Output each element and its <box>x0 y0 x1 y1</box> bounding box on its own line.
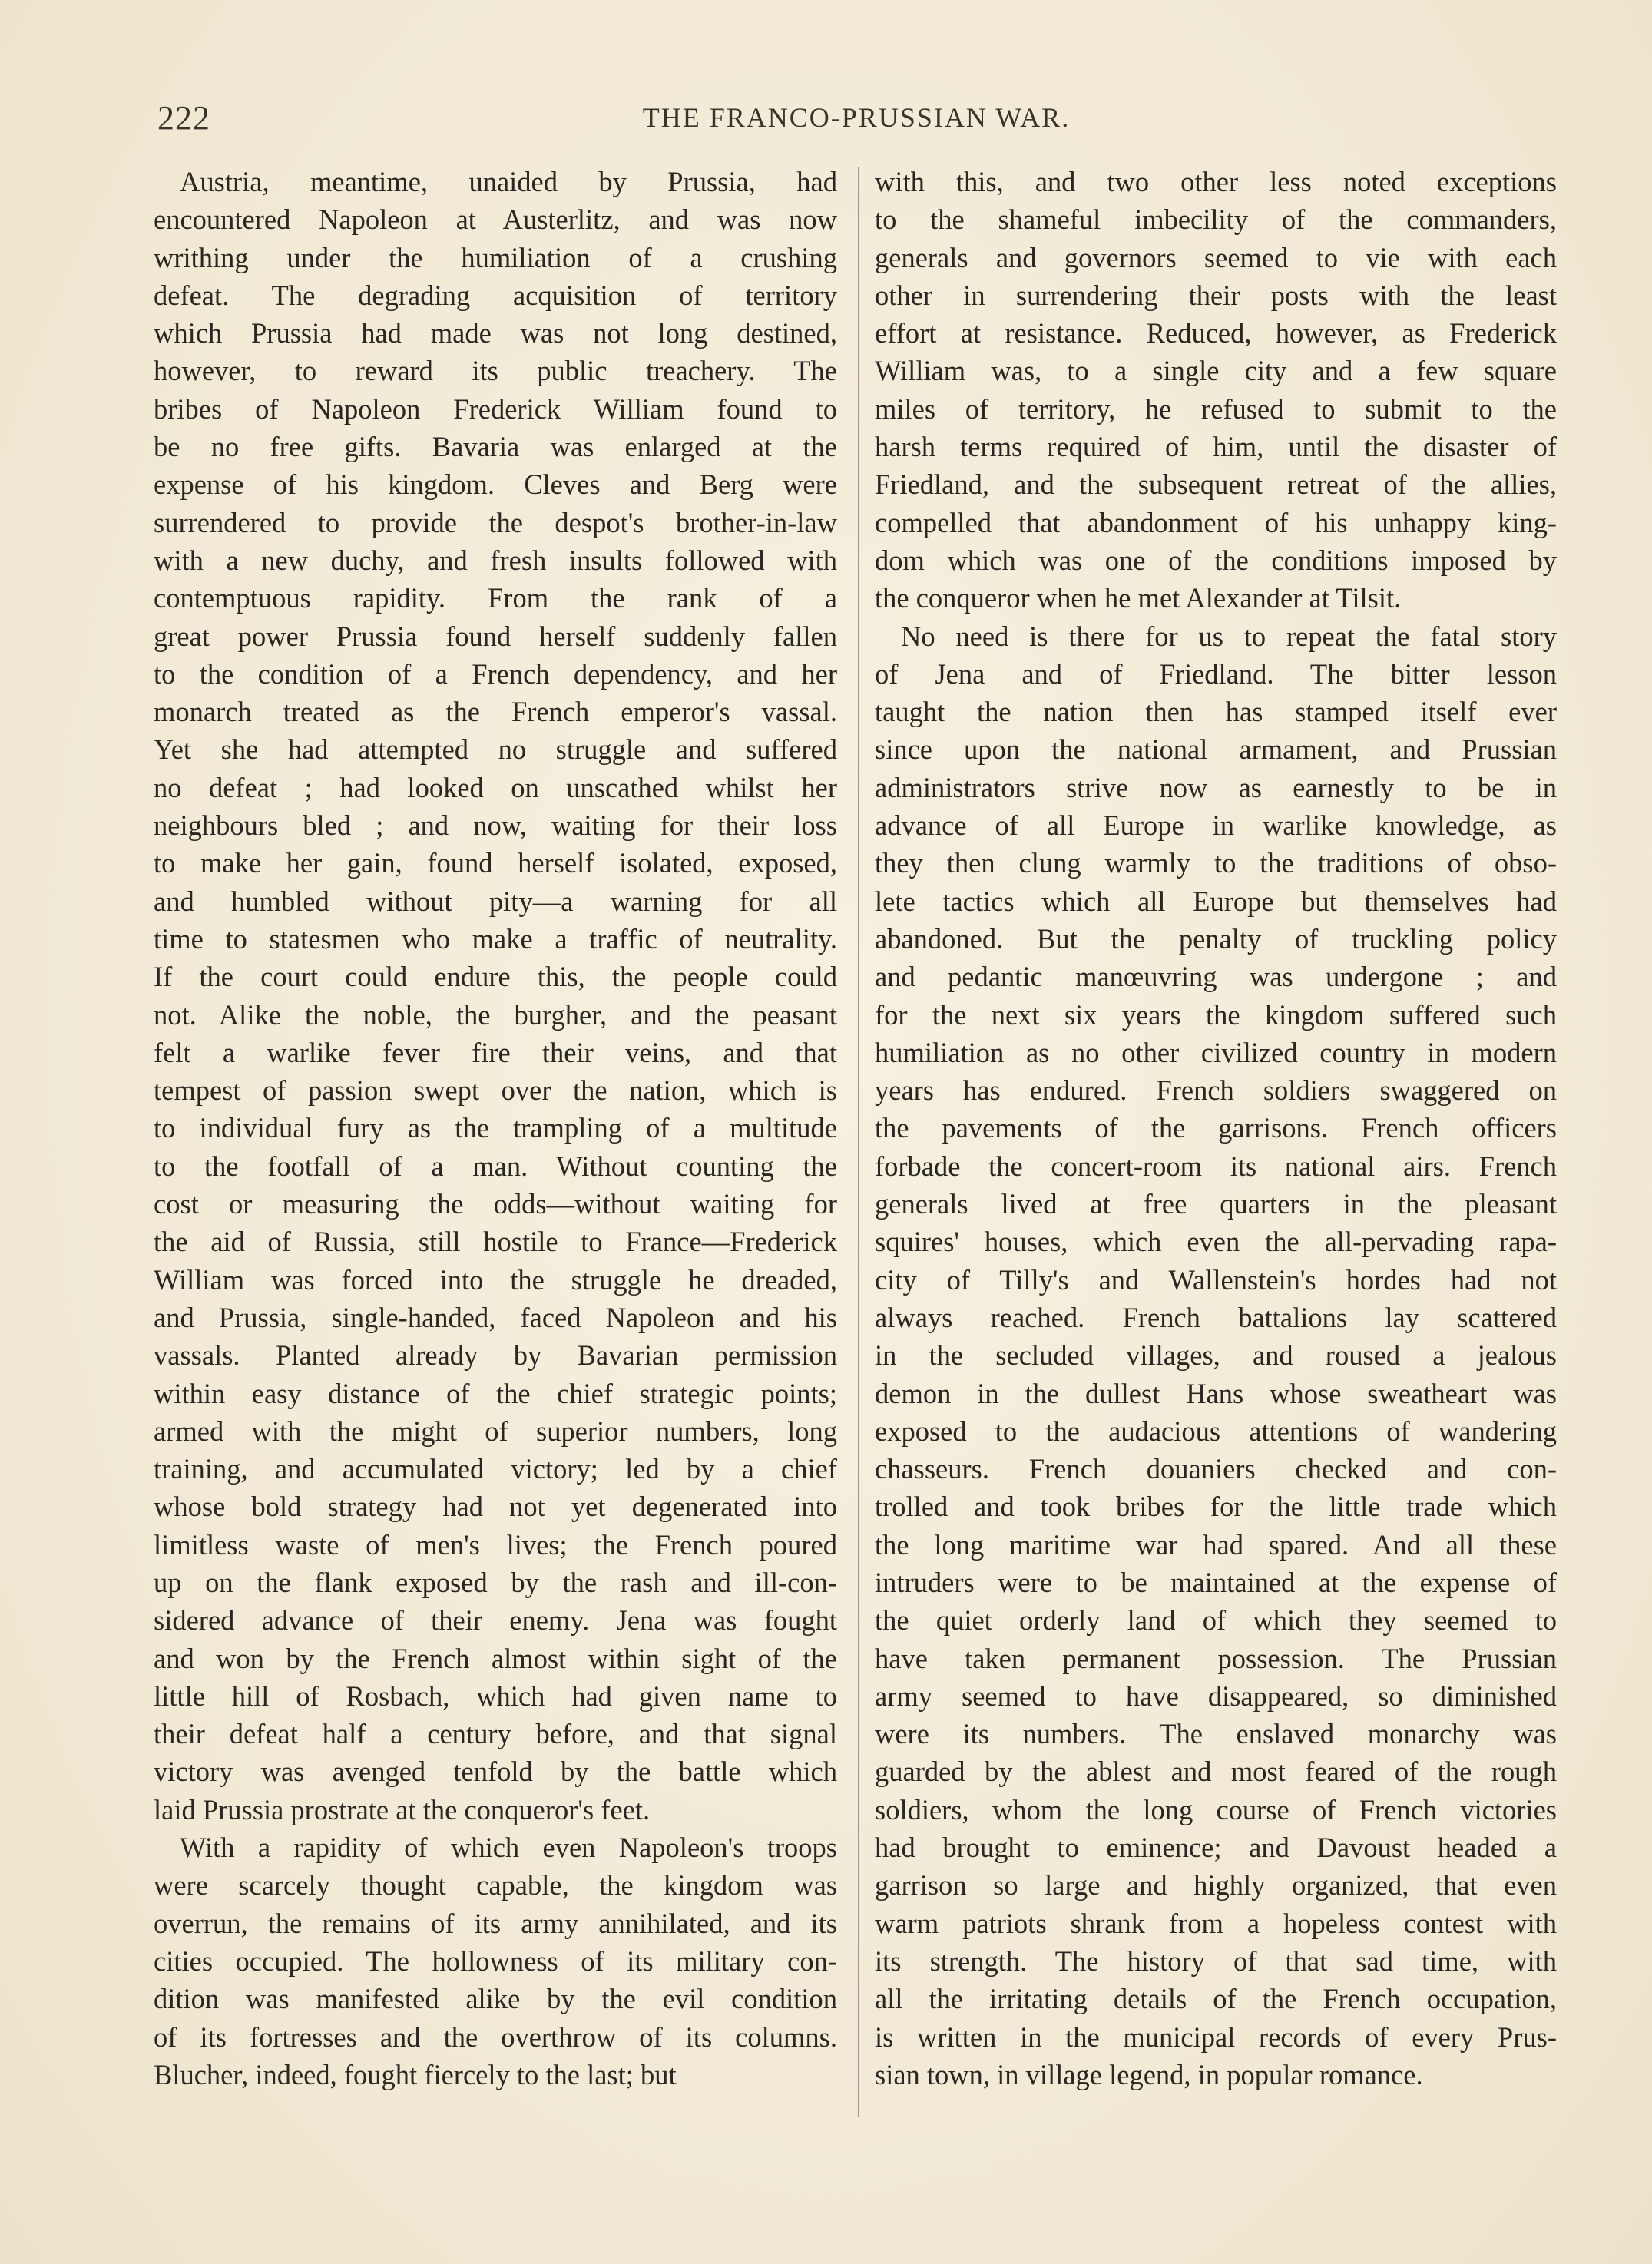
text-line: surrendered to provide the despot's brother-in-law <box>154 506 837 538</box>
text-line: however, to reward its public treachery. The <box>154 355 837 387</box>
text-line: trolled and took bribes for the little trade which <box>875 1491 1557 1523</box>
text-line: for the next six years the kingdom suffered such <box>875 998 1557 1031</box>
text-line: up on the flank exposed by the rash and ill-con- <box>154 1566 837 1598</box>
text-line: William was forced into the struggle he dreaded, <box>154 1263 837 1296</box>
text-line: harsh terms required of him, until the disaster of <box>875 431 1557 463</box>
text-line: sian town, in village legend, in popular romance. <box>875 2058 1423 2090</box>
text-line: not. Alike the noble, the burgher, and the peasant <box>154 998 837 1031</box>
text-line: their defeat half a century before, and that signal <box>154 1718 837 1750</box>
text-line: years has endured. French soldiers swaggered on <box>875 1074 1557 1107</box>
page-header <box>157 98 1555 144</box>
text-line: no defeat ; had looked on unscathed whilst her <box>154 771 837 803</box>
text-line: advance of all Europe in warlike knowledge, as <box>875 809 1557 842</box>
text-line: guarded by the ablest and most feared of the rough <box>875 1756 1557 1788</box>
text-line: humiliation as no other civilized country in modern <box>875 1036 1557 1068</box>
text-line: tempest of passion swept over the nation, which is <box>154 1074 837 1107</box>
text-line: they then clung warmly to the traditions of obso- <box>875 847 1557 879</box>
text-line: Friedland, and the subsequent retreat of the allies, <box>875 468 1557 501</box>
text-line: armed with the might of superior numbers, long <box>154 1415 837 1447</box>
text-line: with a new duchy, and fresh insults followed with <box>154 544 837 576</box>
text-line: laid Prussia prostrate at the conqueror's feet. <box>154 1793 651 1825</box>
text-line: be no free gifts. Bavaria was enlarged at the <box>154 431 837 463</box>
text-line: demon in the dullest Hans whose sweatheart was <box>875 1377 1557 1409</box>
text-line: writhing under the humiliation of a crushing <box>154 241 837 273</box>
text-line: No need is there for us to repeat the fatal story <box>901 620 1557 652</box>
text-line: generals and governors seemed to vie with each <box>875 241 1557 273</box>
text-line: defeat. The degrading acquisition of territory <box>154 279 837 311</box>
text-line: Austria, meantime, unaided by Prussia, had <box>180 166 837 197</box>
text-line: other in surrendering their posts with the least <box>875 279 1557 311</box>
text-line: had brought to eminence; and Davoust headed a <box>875 1832 1557 1864</box>
text-line: bribes of Napoleon Frederick William found to <box>154 392 837 425</box>
text-line: and humbled without pity—a warning for all <box>154 885 837 917</box>
text-line: compelled that abandonment of his unhappy king- <box>875 506 1557 538</box>
text-line: little hill of Rosbach, which had given name to <box>154 1680 837 1712</box>
text-line: always reached. French battalions lay scattered <box>875 1301 1557 1333</box>
text-line: to the shameful imbecility of the commanders, <box>875 204 1557 236</box>
text-line: of Jena and of Friedland. The bitter lesson <box>875 657 1557 690</box>
text-line: With a rapidity of which even Napoleon's troops <box>180 1832 837 1864</box>
text-line: whose bold strategy had not yet degenerated into <box>154 1491 837 1523</box>
text-line: encountered Napoleon at Austerlitz, and was now <box>154 204 837 236</box>
text-line: dition was manifested alike by the evil condition <box>154 1983 837 2015</box>
text-line: forbade the concert-room its national airs. French <box>875 1150 1557 1182</box>
text-line: of its fortresses and the overthrow of its columns. <box>154 2021 837 2053</box>
text-line: overrun, the remains of its army annihilated, and its <box>154 1907 837 1939</box>
text-line: its strength. The history of that sad time, with <box>875 1945 1557 1977</box>
text-line: effort at resistance. Reduced, however, as Frederick <box>875 317 1557 349</box>
text-line: is written in the municipal records of every Prus- <box>875 2021 1557 2053</box>
text-line: generals lived at free quarters in the pleasant <box>875 1188 1557 1220</box>
text-line: warm patriots shrank from a hopeless contest with <box>875 1907 1557 1939</box>
text-line: were its numbers. The enslaved monarchy was <box>875 1718 1557 1750</box>
text-line: cost or measuring the odds—without waiting for <box>154 1188 837 1220</box>
text-line: the aid of Russia, still hostile to France—Frederick <box>154 1226 837 1258</box>
text-line: intruders were to be maintained at the expense of <box>875 1566 1557 1598</box>
text-line: dom which was one of the conditions imposed by <box>875 544 1557 576</box>
text-line: to individual fury as the trampling of a multitude <box>154 1112 837 1144</box>
text-line: to make her gain, found herself isolated, exposed, <box>154 847 837 879</box>
text-line: squires' houses, which even the all-pervading rapa- <box>875 1226 1557 1258</box>
text-line: army seemed to have disappeared, so diminished <box>875 1680 1557 1712</box>
text-line: Blucher, indeed, fought fiercely to the last; but <box>154 2058 677 2090</box>
page-number: 222 <box>157 99 210 137</box>
text-line: expense of his kingdom. Cleves and Berg were <box>154 468 837 501</box>
text-line: neighbours bled ; and now, waiting for their loss <box>154 809 837 842</box>
text-line: in the secluded villages, and roused a jealous <box>875 1339 1557 1372</box>
text-line: sidered advance of their enemy. Jena was fought <box>154 1604 837 1637</box>
text-line: contemptuous rapidity. From the rank of a <box>154 582 837 614</box>
text-line: exposed to the audacious attentions of wandering <box>875 1415 1557 1447</box>
text-line: time to statesmen who make a traffic of neutrality. <box>154 922 837 955</box>
text-line: and Prussia, single-handed, faced Napoleon and his <box>154 1301 837 1333</box>
text-line: since upon the national armament, and Prussian <box>875 733 1557 766</box>
left-text-column <box>154 163 837 2094</box>
text-line: to the footfall of a man. Without counting the <box>154 1150 837 1182</box>
text-line: vassals. Planted already by Bavarian permission <box>154 1339 837 1372</box>
text-line: felt a warlike fever fire their veins, and that <box>154 1036 837 1068</box>
text-line: within easy distance of the chief strategic points; <box>154 1377 837 1409</box>
text-line: chasseurs. French douaniers checked and con- <box>875 1453 1557 1485</box>
text-line: and pedantic manœuvring was undergone ; and <box>875 961 1557 993</box>
text-line: the pavements of the garrisons. French officers <box>875 1112 1557 1144</box>
text-line: garrison so large and highly organized, that even <box>875 1869 1557 1902</box>
text-line: cities occupied. The hollowness of its military con- <box>154 1945 837 1977</box>
text-line: monarch treated as the French emperor's vassal. <box>154 696 837 728</box>
text-line: abandoned. But the penalty of truckling policy <box>875 922 1557 955</box>
text-line: soldiers, whom the long course of French victories <box>875 1793 1557 1825</box>
text-line: William was, to a single city and a few square <box>875 355 1557 387</box>
text-line: to the condition of a French dependency, and her <box>154 657 837 690</box>
text-line: and won by the French almost within sight of the <box>154 1642 837 1674</box>
text-line: Yet she had attempted no struggle and suffered <box>154 733 837 766</box>
text-line: the conqueror when he met Alexander at Tilsit. <box>875 582 1402 614</box>
text-line: victory was avenged tenfold by the battle which <box>154 1756 837 1788</box>
text-line: which Prussia had made was not long destined, <box>154 317 837 349</box>
text-line: administrators strive now as earnestly to be in <box>875 771 1557 803</box>
column-divider <box>858 167 859 2117</box>
right-text-column <box>875 163 1557 2094</box>
text-line: the long maritime war had spared. And all these <box>875 1528 1557 1561</box>
text-line: city of Tilly's and Wallenstein's hordes had not <box>875 1263 1557 1296</box>
text-line: all the irritating details of the French occupation, <box>875 1983 1557 2015</box>
text-line: limitless waste of men's lives; the French poured <box>154 1528 837 1561</box>
running-title: THE FRANCO-PRUSSIAN WAR. <box>642 102 1071 133</box>
text-line: training, and accumulated victory; led by a chief <box>154 1453 837 1485</box>
text-line: great power Prussia found herself suddenly fallen <box>154 620 837 652</box>
text-line: have taken permanent possession. The Prussian <box>875 1642 1557 1674</box>
text-line: taught the nation then has stamped itself ever <box>875 696 1557 728</box>
text-line: the quiet orderly land of which they seemed to <box>875 1604 1557 1637</box>
text-line: miles of territory, he refused to submit to the <box>875 392 1557 425</box>
text-line: If the court could endure this, the people could <box>154 961 837 993</box>
text-line: were scarcely thought capable, the kingdom was <box>154 1869 837 1902</box>
text-line: lete tactics which all Europe but themselves had <box>875 885 1557 917</box>
text-line: with this, and two other less noted exceptions <box>875 166 1557 197</box>
